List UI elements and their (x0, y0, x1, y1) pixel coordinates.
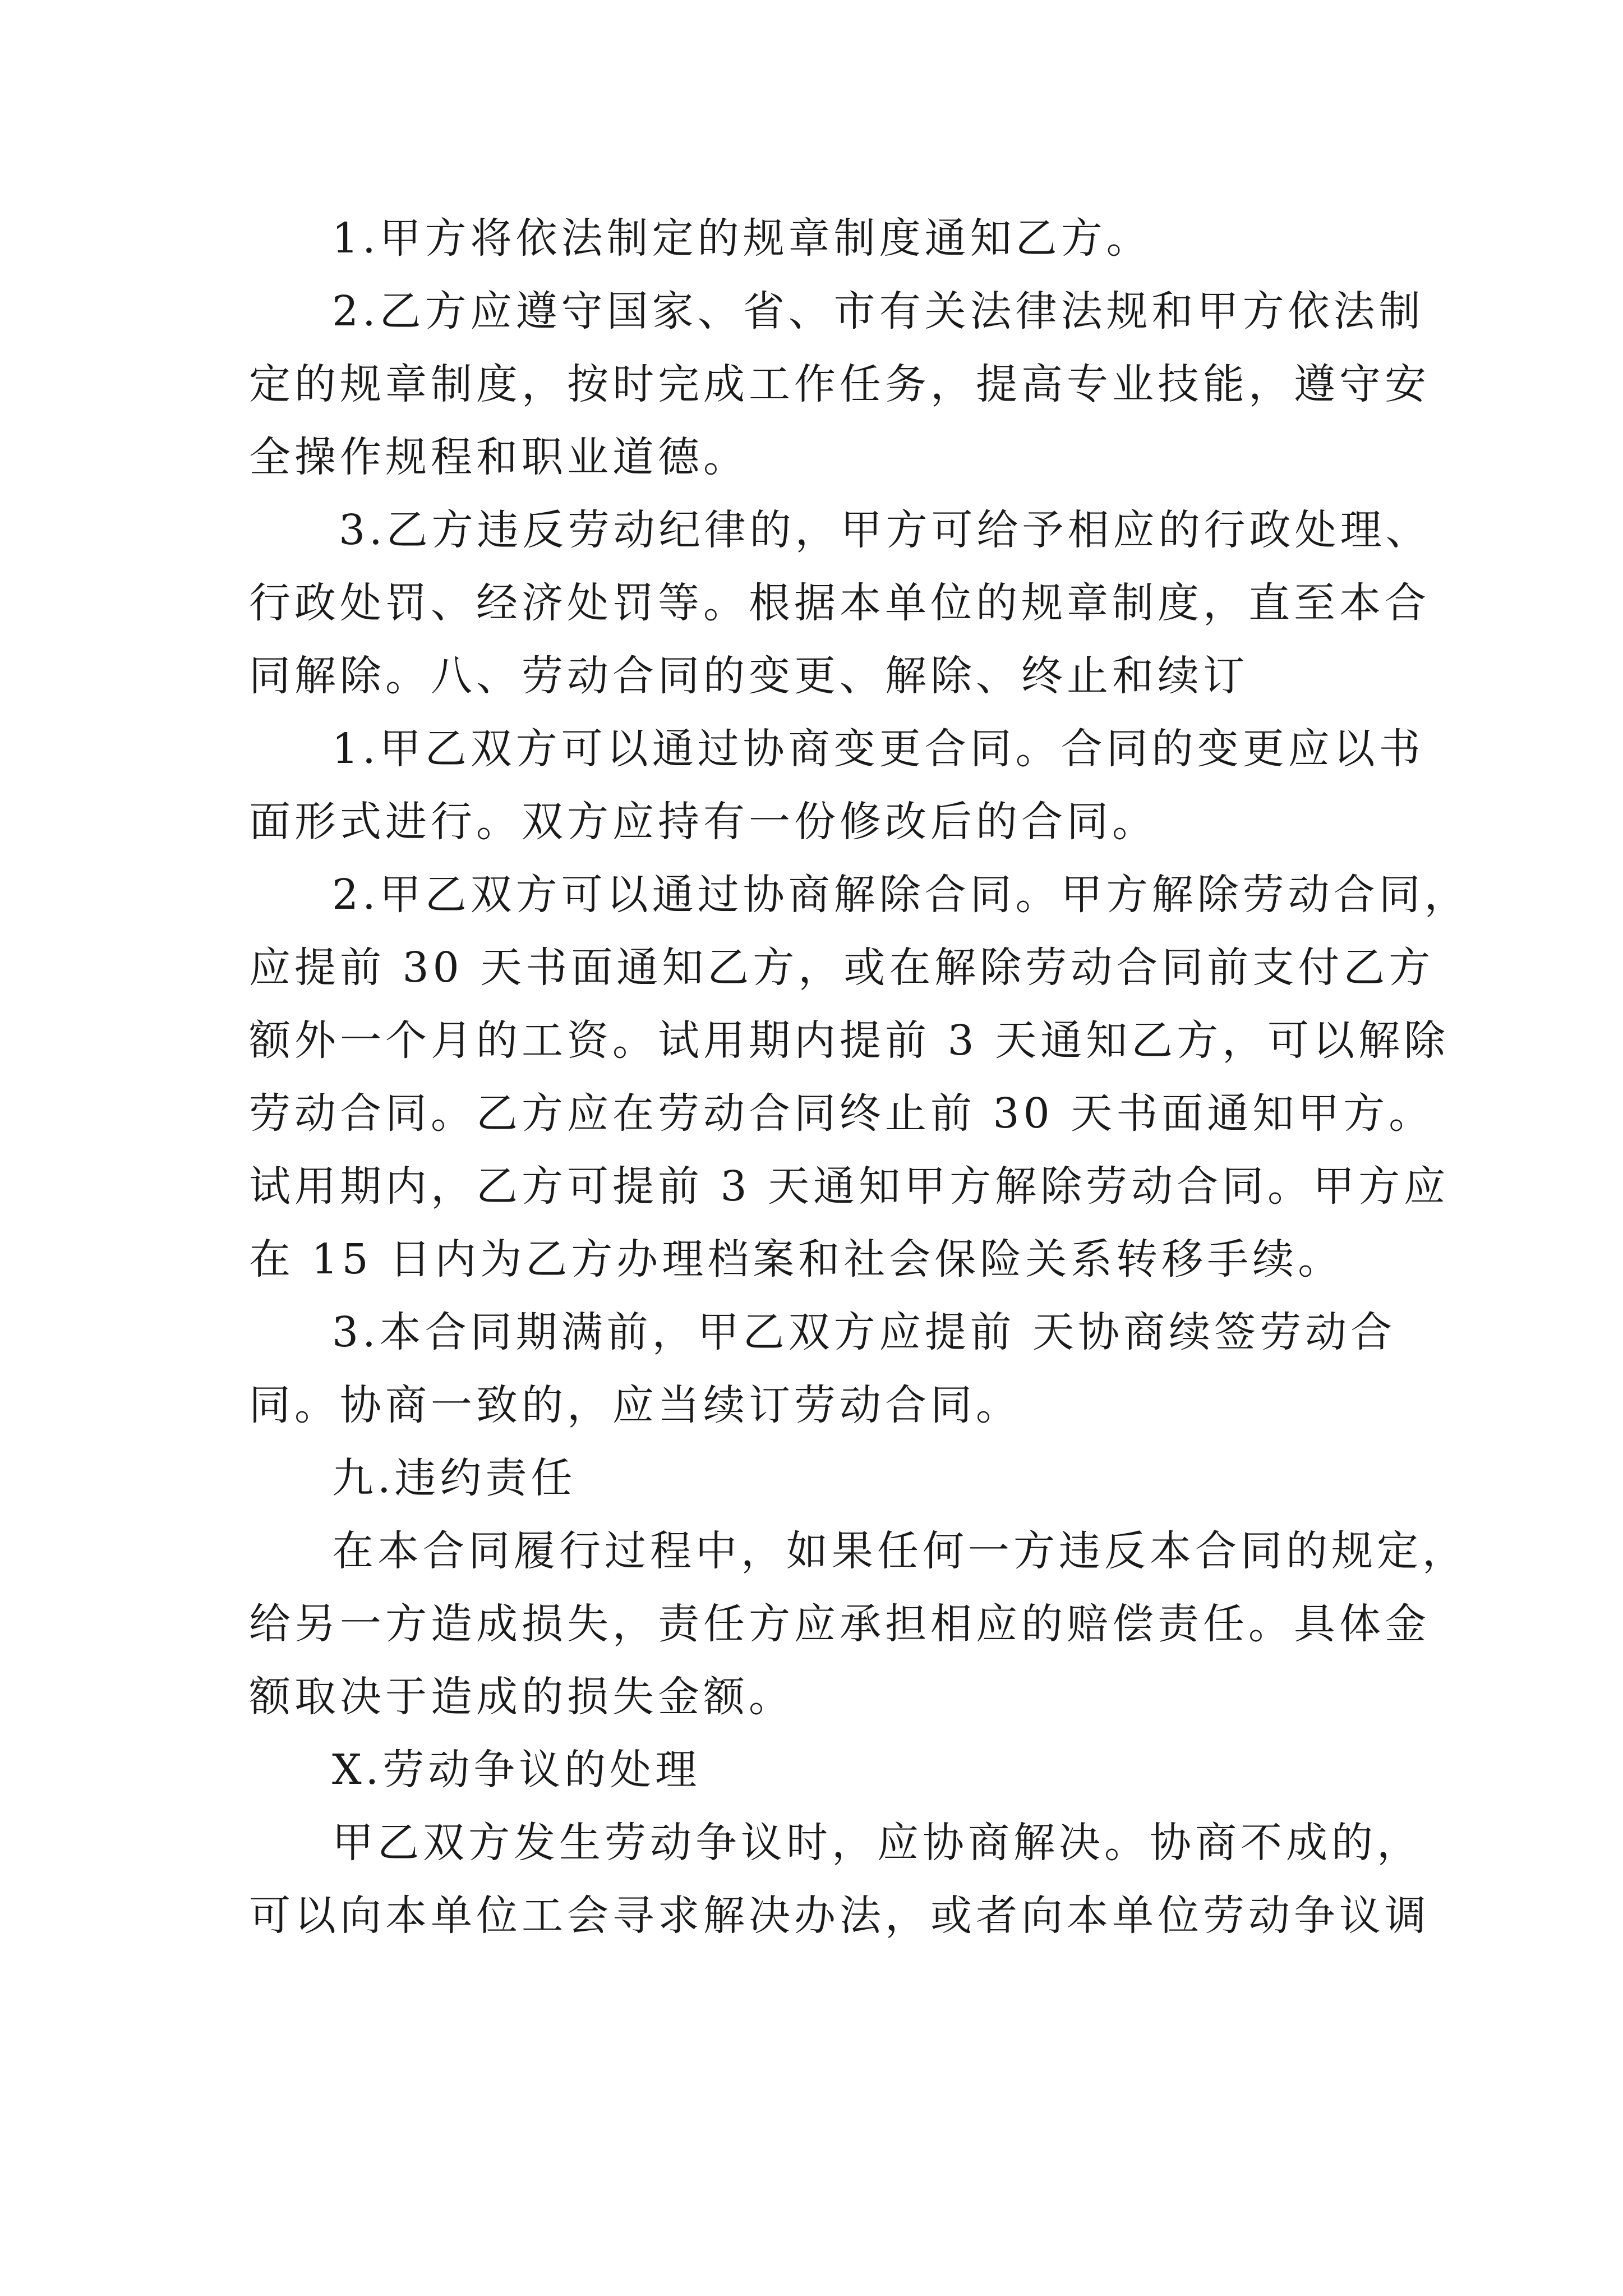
paragraph-compliance (249, 275, 1430, 494)
text-line: 在 15 日内为乙方办理档案和社会保险关系转移手续。 (249, 1235, 1344, 1283)
text-line: 在本合同履行过程中，如果任何一方违反本合同的规定， (332, 1527, 1468, 1575)
section-heading-liability (249, 1442, 1380, 1515)
text-line: 劳动合同。乙方应在劳动合同终止前 30 天书面通知甲方。 (249, 1089, 1435, 1138)
paragraph-rules-notice (249, 202, 1380, 275)
paragraph-disputes (249, 1806, 1430, 1952)
paragraph-discipline (249, 494, 1431, 712)
text-line: 3.本合同期满前，甲乙双方应提前 天协商续签劳动合 (332, 1308, 1396, 1356)
section-heading: 九.违约责任 (332, 1454, 577, 1502)
paragraph-contract-termination (249, 858, 1470, 1296)
document-body (249, 202, 1470, 1952)
text-line: 2.乙方应遵守国家、省、市有关法律法规和甲方依法制 (332, 287, 1424, 335)
text-line: 给另一方造成损失，责任方应承担相应的赔偿责任。具体金 (249, 1600, 1430, 1648)
text-line: 额取决于造成的损失金额。 (249, 1673, 794, 1721)
text-line: 同解除。八、劳动合同的变更、解除、终止和续订 (249, 652, 1248, 700)
paragraph-contract-renewal (249, 1296, 1396, 1442)
text-line: 甲乙双方发生劳动争议时，应协商解决。协商不成的， (332, 1819, 1422, 1867)
text-line: 全操作规程和职业道德。 (249, 433, 749, 481)
paragraph-liability (249, 1515, 1468, 1733)
section-heading-disputes (249, 1733, 1380, 1806)
text-line: 面形式进行。双方应持有一份修改后的合同。 (249, 798, 1158, 846)
text-line: 1.甲方将依法制定的规章制度通知乙方。 (332, 214, 1152, 263)
text-line: 应提前 30 天书面通知乙方，或在解除劳动合同前支付乙方 (249, 944, 1435, 992)
text-line: 定的规章制度，按时完成工作任务，提高专业技能，遵守安 (249, 360, 1430, 408)
text-line: 行政处罚、经济处罚等。根据本单位的规章制度，直至本合 (249, 579, 1430, 627)
text-line: 额外一个月的工资。试用期内提前 3 天通知乙方，可以解除 (249, 1016, 1450, 1065)
text-line: 3.乙方违反劳动纪律的，甲方可给予相应的行政处理、 (339, 506, 1431, 554)
text-line: 同。协商一致的，应当续订劳动合同。 (249, 1381, 1021, 1429)
text-line: 可以向本单位工会寻求解决办法，或者向本单位劳动争议调 (249, 1892, 1430, 1940)
paragraph-contract-change (249, 712, 1424, 858)
text-line: 2.甲乙双方可以通过协商解除合同。甲方解除劳动合同， (332, 871, 1470, 919)
text-line: 试用期内，乙方可提前 3 天通知甲方解除劳动合同。甲方应 (249, 1162, 1450, 1211)
section-heading: X.劳动争议的处理 (332, 1746, 701, 1794)
text-line: 1.甲乙双方可以通过协商变更合同。合同的变更应以书 (332, 725, 1424, 773)
